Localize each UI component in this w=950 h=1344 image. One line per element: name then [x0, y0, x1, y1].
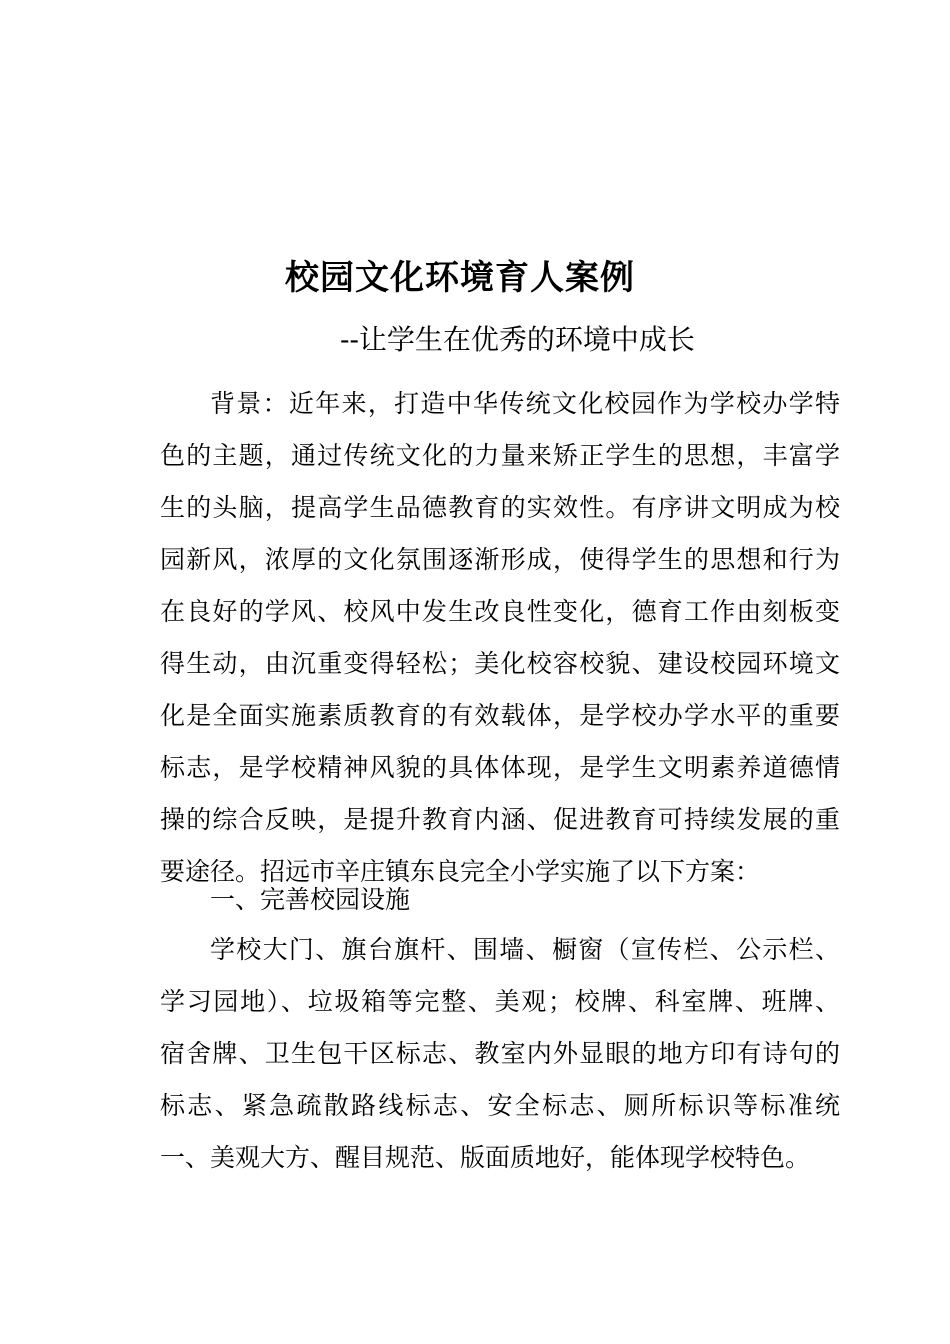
background-paragraph — [160, 378, 840, 898]
paragraph-line: 色的主题，通过传统文化的力量来矫正学生的思想，丰富学 — [160, 441, 840, 470]
paragraph-line: 标志、紧急疏散路线标志、安全标志、厕所标识等标准统 — [160, 1091, 840, 1120]
document-subtitle: --让学生在优秀的环境中成长 — [340, 323, 695, 356]
paragraph-line: 园新风，浓厚的文化氛围逐渐形成，使得学生的思想和行为 — [160, 545, 840, 574]
paragraph-line: 化是全面实施素质教育的有效载体，是学校办学水平的重要 — [160, 701, 840, 730]
paragraph-line: 一、美观大方、醒目规范、版面质地好，能体现学校特色。 — [160, 1143, 811, 1172]
paragraph-line: 宿舍牌、卫生包干区标志、教室内外显眼的地方印有诗句的 — [160, 1039, 840, 1068]
document-title: 校园文化环境育人案例 — [285, 258, 635, 298]
paragraph-line: 背景：近年来，打造中华传统文化校园作为学校办学特 — [210, 389, 840, 418]
paragraph-line: 学习园地）、垃圾箱等完整、美观；校牌、科室牌、班牌、 — [160, 987, 840, 1016]
section-heading: 一、完善校园设施 — [210, 885, 411, 914]
paragraph-line: 生的头脑，提高学生品德教育的实效性。有序讲文明成为校 — [160, 493, 840, 522]
paragraph-line: 操的综合反映，是提升教育内涵、促进教育可持续发展的重 — [160, 805, 840, 834]
paragraph-line: 标志，是学校精神风貌的具体体现，是学生文明素养道德情 — [160, 753, 840, 782]
paragraph-line: 在良好的学风、校风中发生改良性变化，德育工作由刻板变 — [160, 597, 840, 626]
paragraph-line: 学校大门、旗台旗杆、围墙、橱窗（宣传栏、公示栏、 — [210, 935, 840, 964]
paragraph-line: 得生动，由沉重变得轻松；美化校容校貌、建设校园环境文 — [160, 649, 840, 678]
paragraph-line: 要途径。招远市辛庄镇东良完全小学实施了以下方案： — [160, 857, 761, 886]
facilities-paragraph — [160, 924, 840, 1184]
